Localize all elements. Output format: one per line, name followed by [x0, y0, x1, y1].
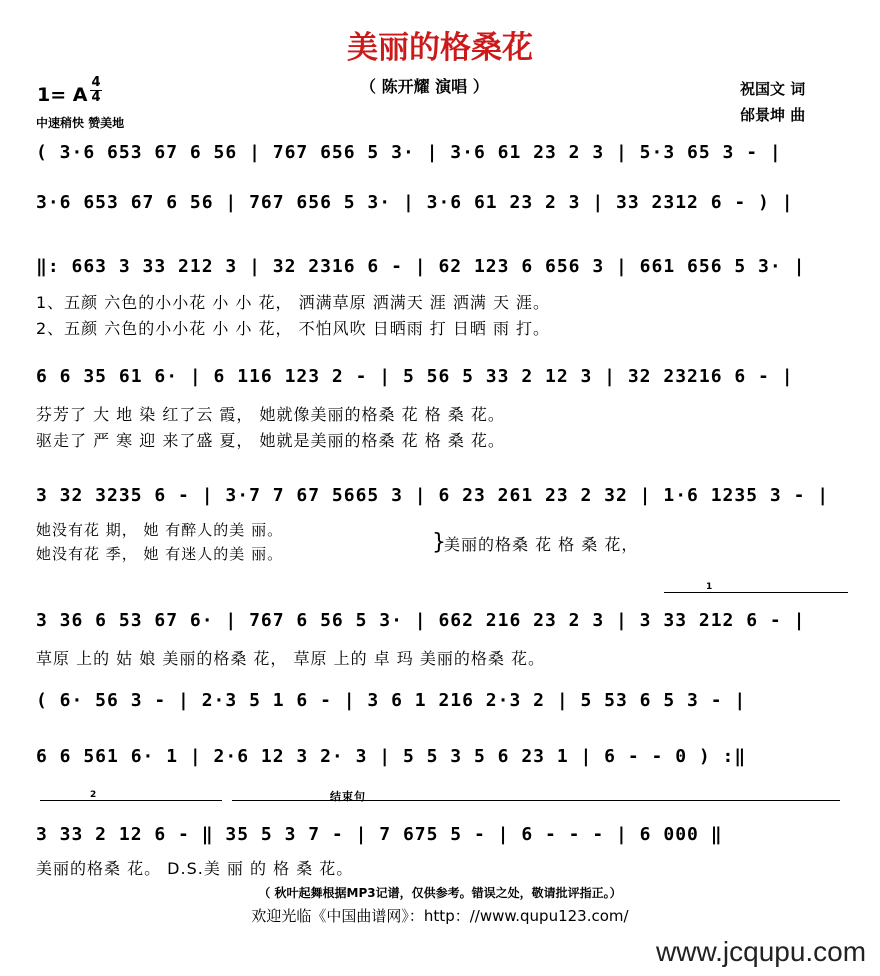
- volta-1-bracket: [664, 592, 848, 593]
- lyricist-credit: 祝国文 词: [740, 80, 806, 98]
- tempo-marking: 中速稍快 赞美地: [36, 116, 125, 130]
- lyric-row-3-verse-2: 2、五颜 六色的小小花 小 小 花， 不怕风吹 日晒雨 打 日晒 雨 打。: [36, 319, 551, 338]
- score-row-3: ‖: 663 3 33 212 3 | 32 2316 6 - | 62 123 6 656 3 | 661 656 5 3· |: [36, 256, 806, 277]
- score-row-8: 6 6 561 6· 1 | 2·6 12 3 2· 3 | 5 5 3 5 6 23 1 | 6 - - 0 ) :‖: [36, 746, 747, 767]
- time-signature-top: 4: [91, 75, 101, 90]
- singer-credit: （ 陈开耀 演唱 ）: [360, 77, 489, 96]
- transcription-note: （ 秋叶起舞根据MP3记谱，仅供参考。错误之处，敬请批评指正。）: [258, 886, 622, 900]
- watermark: www.jcqupu.com: [656, 936, 867, 967]
- composer-credit: 邰景坤 曲: [740, 106, 806, 124]
- brace-mark: }: [432, 530, 447, 555]
- lyric-row-4-verse-2: 驱走了 严 寒 迎 来了盛 夏， 她就是美丽的格桑 花 格 桑 花。: [36, 431, 505, 450]
- ending-label: 结束句: [330, 790, 366, 803]
- score-row-7: ( 6· 56 3 - | 2·3 5 1 6 - | 3 6 1 216 2·3 2 | 5 53 6 5 3 - |: [36, 690, 747, 711]
- score-row-5: 3 32 3235 6 - | 3·7 7 67 5665 3 | 6 23 261 23 2 32 | 1·6 1235 3 - |: [36, 485, 830, 506]
- score-row-2: 3·6 653 67 6 56 | 767 656 5 3· | 3·6 61 23 2 3 | 33 2312 6 - ) |: [36, 192, 794, 213]
- site-link[interactable]: 欢迎光临《中国曲谱网》：http：//www.qupu123.com/: [251, 907, 629, 925]
- lyric-row-4-verse-1: 芬芳了 大 地 染 红了云 霞， 她就像美丽的格桑 花 格 桑 花。: [36, 405, 505, 424]
- lyric-row-5-verse-2: 她没有花 季， 她 有迷人的美 丽。: [36, 545, 284, 563]
- song-title: 美丽的格桑花: [347, 30, 533, 66]
- volta-1-label: 1: [706, 582, 714, 592]
- lyric-row-5-verse-1: 她没有花 期， 她 有醉人的美 丽。: [36, 521, 284, 539]
- score-row-4: 6 6 35 61 6· | 6 116 123 2 - | 5 56 5 33 2 12 3 | 32 23216 6 - |: [36, 366, 794, 387]
- ending-bracket: [232, 800, 840, 801]
- lyric-row-6: 草原 上的 姑 娘 美丽的格桑 花， 草原 上的 卓 玛 美丽的格桑 花。: [36, 649, 545, 668]
- score-row-9: 3 33 2 12 6 - ‖ 35 5 3 7 - | 7 675 5 - | 6 - - - | 6 000 ‖: [36, 824, 723, 845]
- time-signature-bottom: 4: [91, 90, 101, 105]
- lyric-row-5-chorus: 美丽的格桑 花 格 桑 花，: [444, 535, 639, 554]
- score-row-1: ( 3·6 653 67 6 56 | 767 656 5 3· | 3·6 61 23 2 3 | 5·3 65 3 - |: [36, 142, 782, 163]
- time-signature: [90, 76, 102, 105]
- lyric-row-9: 美丽的格桑 花。 D.S.美 丽 的 格 桑 花。: [36, 859, 354, 878]
- volta-2-label: 2: [90, 790, 98, 800]
- lyric-row-3-verse-1: 1、五颜 六色的小小花 小 小 花， 洒满草原 洒满天 涯 洒满 天 涯。: [36, 293, 551, 312]
- key-signature: 1= A: [37, 84, 88, 106]
- score-row-6: 3 36 6 53 67 6· | 767 6 56 5 3· | 662 216 23 2 3 | 3 33 212 6 - |: [36, 610, 806, 631]
- volta-2-bracket: [40, 800, 222, 801]
